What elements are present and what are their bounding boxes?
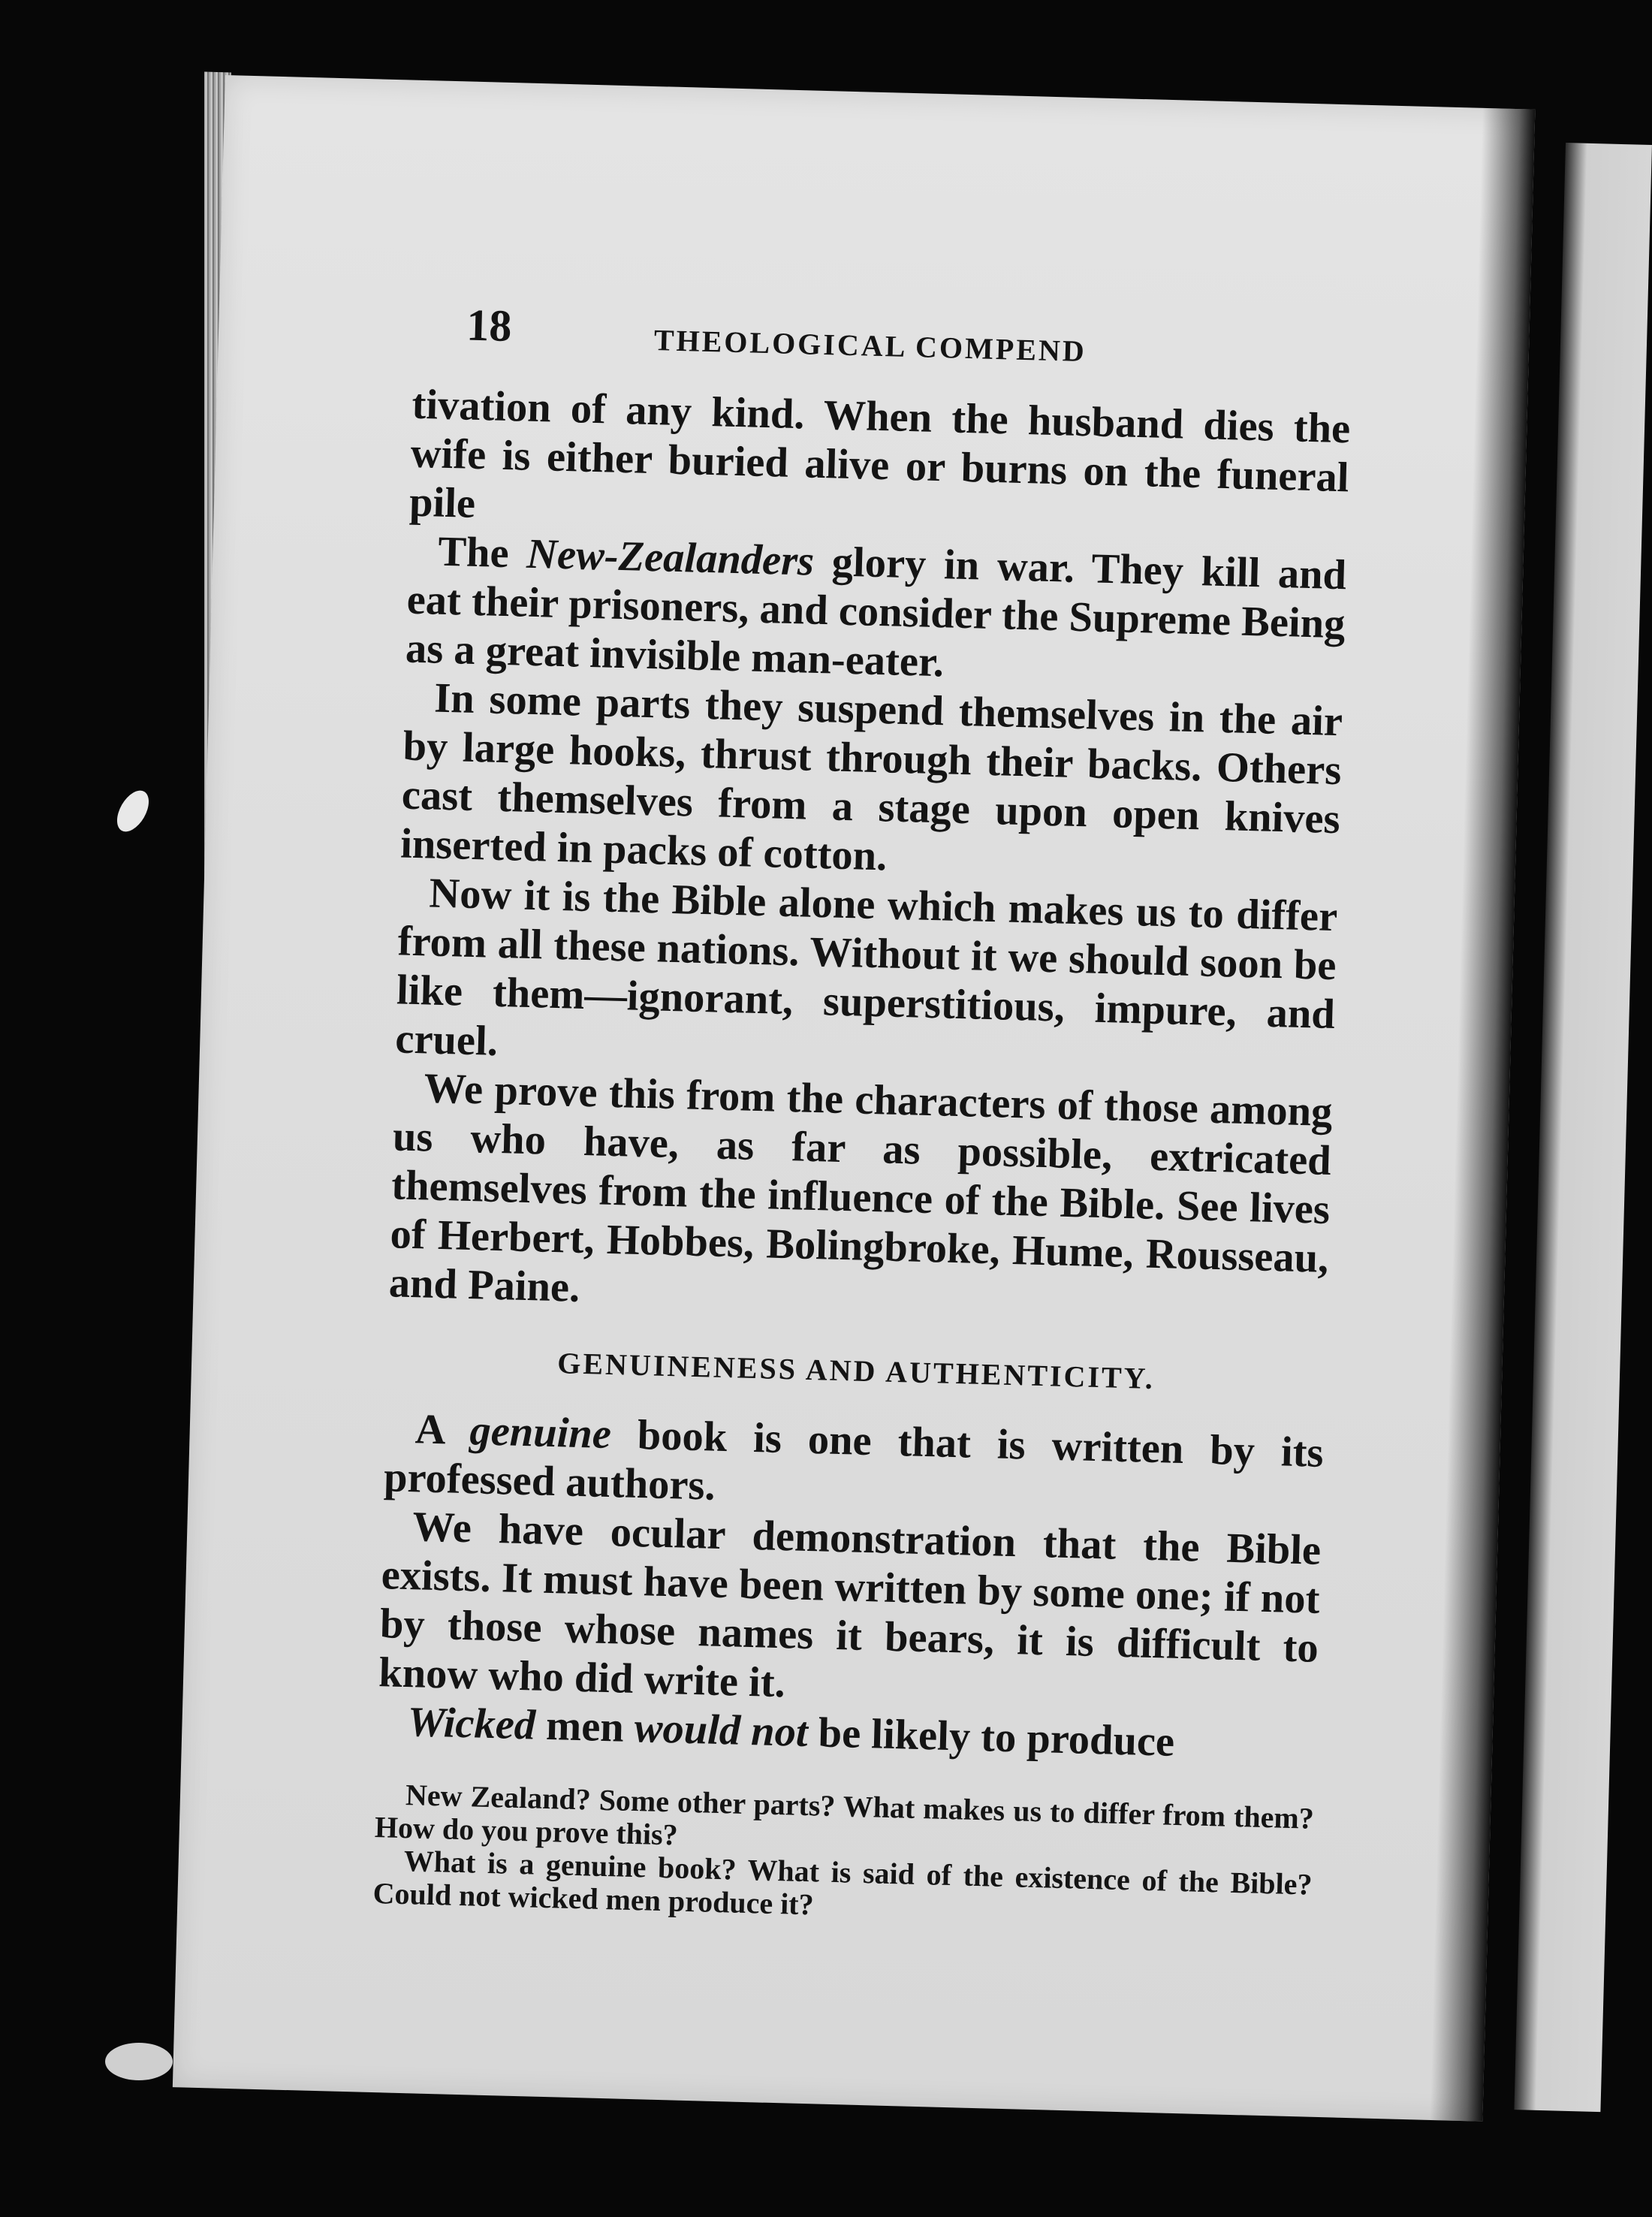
film-speck	[105, 2043, 173, 2080]
paragraph-text: book is one that is written by its professed authors.	[383, 1411, 1325, 1510]
page-number: 18	[466, 300, 513, 351]
body-text	[388, 381, 1351, 1332]
question-line: New Zealand? Some other parts? What makes us to differ from them? How do you prove this?	[374, 1778, 1315, 1852]
italic-term: New-Zealanders	[526, 530, 815, 585]
paragraph-continuation: tivation of any kind. When the husband dies the wife is either buried alive or burns on the funeral pile	[408, 381, 1351, 527]
question-line: What is a genuine book? What is said of the existence of the Bible? Could not wicked men produce it?	[372, 1844, 1313, 1922]
page-content	[372, 298, 1353, 1935]
paragraph-characters: We prove this from the characters of those among us who have, as far as possible, extricated themselves from the influence of the Bible. See lives of Herbert, Hobbes, Bolingbroke, Hume, Rousseau, and Paine.	[388, 1065, 1334, 1311]
italic-term: Wicked	[406, 1699, 536, 1749]
facing-page-edge	[1514, 143, 1652, 2112]
italic-term: would not	[634, 1705, 809, 1757]
paragraph-text: men	[535, 1702, 635, 1752]
paragraph-text: A	[415, 1406, 471, 1455]
film-speck	[110, 786, 155, 837]
paragraph-text: glory in war. They kill and eat their prisoners, and consider the Supreme Being as a great invisible man-eater.	[405, 538, 1347, 686]
paragraph-hooks: In some parts they suspend themselves in the air by large hooks, thrust through their backs. Others cast themselves from a stage upon open knives inserted in packs of cotton.	[399, 674, 1343, 880]
paragraph-ocular-demonstration: We have ocular demonstration that the Bible exists. It must have been written by some one; if not by those whose names it bears, it is difficult to know who did write it.	[378, 1504, 1322, 1707]
paragraph-bible-alone: Now it is the Bible alone which makes us to differ from all these nations. Without it we should soon be like them—ignorant, superstitious, impure, and cruel.	[394, 870, 1338, 1065]
section-body-text	[377, 1404, 1324, 1771]
study-questions	[372, 1778, 1314, 1935]
paragraph-text: be likely to produce	[806, 1709, 1175, 1766]
book-page	[173, 75, 1536, 2122]
section-heading: GENUINENESS AND AUTHENTICITY.	[556, 1346, 1156, 1395]
italic-term: genuine	[469, 1407, 612, 1458]
gutter-shadow	[1430, 108, 1535, 2122]
running-title: THEOLOGICAL COMPEND	[653, 323, 1087, 369]
paragraph-text: The	[437, 528, 528, 578]
paragraph-new-zealanders	[405, 527, 1347, 698]
